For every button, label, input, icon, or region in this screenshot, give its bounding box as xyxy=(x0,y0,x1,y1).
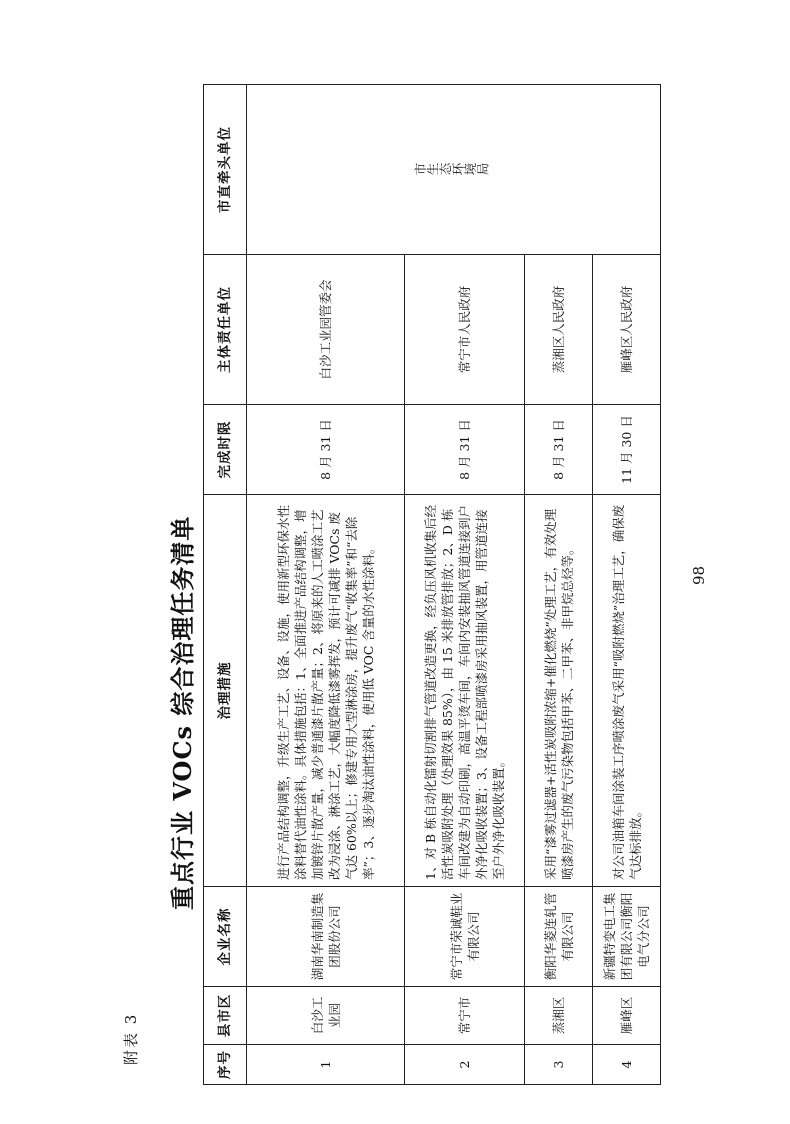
table-row xyxy=(247,85,405,1085)
row-responsible: 雁峰区人民政府 xyxy=(593,255,661,405)
page-title: 重点行业 VOCs 综合治理任务清单 xyxy=(168,515,197,910)
header-county: 县市区 xyxy=(204,987,247,1045)
task-table-wrapper xyxy=(203,85,655,1085)
row-index: 1 xyxy=(247,1045,405,1085)
row-county: 常宁市 xyxy=(405,987,525,1045)
row-deadline: 8 月 31 日 xyxy=(405,405,525,495)
row-county: 白沙工业园 xyxy=(247,987,405,1045)
table-header-row xyxy=(204,85,247,1085)
row-company: 新疆特变电工集团有限公司衡阳电气分公司 xyxy=(593,887,661,987)
header-measures: 治理措施 xyxy=(204,495,247,887)
header-company: 企业名称 xyxy=(204,887,247,987)
row-company: 常宁市荣诚鞋业有限公司 xyxy=(405,887,525,987)
row-deadline: 8 月 31 日 xyxy=(247,405,405,495)
header-index: 序号 xyxy=(204,1045,247,1085)
row-responsible: 白沙工业园管委会 xyxy=(247,255,405,405)
row-index: 4 xyxy=(593,1045,661,1085)
row-company: 湖南华南制造集团股份公司 xyxy=(247,887,405,987)
row-responsible: 蒸湘区人民政府 xyxy=(525,255,593,405)
row-deadline: 11 月 30 日 xyxy=(593,405,661,495)
task-table xyxy=(203,84,661,1085)
row-company: 衡阳华菱连轧管有限公司 xyxy=(525,887,593,987)
row-responsible: 常宁市人民政府 xyxy=(405,255,525,405)
appendix-label: 附表 3 xyxy=(122,1012,140,1065)
row-measures: 进行产品结构调整，升级生产工艺、设备、设施，使用新型环保水性涂料替代油性涂料。具体措施包括：1、全面推进产品结构调整，增加镀锌片散产量，减少普通漆片散产量；2、将原来的人工喷涂工艺改为浸涂、淋涂工艺，大幅度降低漆雾挥发，预计可减排 VOCs 废气达 60%以上；修建专用大型淋涂房，提升废气“收集率”和“去除率”；3、逐步淘汰油性涂料，使用低 VOC 含量的水性涂料。 xyxy=(247,495,405,887)
lead-unit-cell xyxy=(247,85,661,255)
row-index: 2 xyxy=(405,1045,525,1085)
row-measures: 1、对 B 栋自动化镭射切割排气管道改造更换，经负压风机收集后经活性炭吸附处理（处理效果 85%），由 15 米排放管排放；2、D 栋车间改建为自动印刷，高温平烫车间，车间内安装抽风管道连接到户外净化吸收装置；3、设备工程部喷漆房采用抽风装置，用管道连接至户外净化吸收装置。 xyxy=(405,495,525,887)
row-deadline: 8 月 31 日 xyxy=(525,405,593,495)
header-responsible: 主体责任单位 xyxy=(204,255,247,405)
page-number: 98 xyxy=(690,565,708,585)
row-county: 雁峰区 xyxy=(593,987,661,1045)
header-lead: 市直牵头单位 xyxy=(204,85,247,255)
row-county: 蒸湘区 xyxy=(525,987,593,1045)
lead-unit: 市生态环境局 xyxy=(414,162,489,177)
row-measures: 对公司油箱车间涂装工序喷涂废气采用“吸附燃烧”治理工艺，确保废气达标排放。 xyxy=(593,495,661,887)
header-deadline: 完成时限 xyxy=(204,405,247,495)
row-index: 3 xyxy=(525,1045,593,1085)
row-measures: 采用“漆雾过滤器+活性炭吸附浓缩+催化燃烧”处理工艺，有效处理喷漆房产生的废气污染物包括甲苯、二甲苯、非甲烷总烃等。 xyxy=(525,495,593,887)
